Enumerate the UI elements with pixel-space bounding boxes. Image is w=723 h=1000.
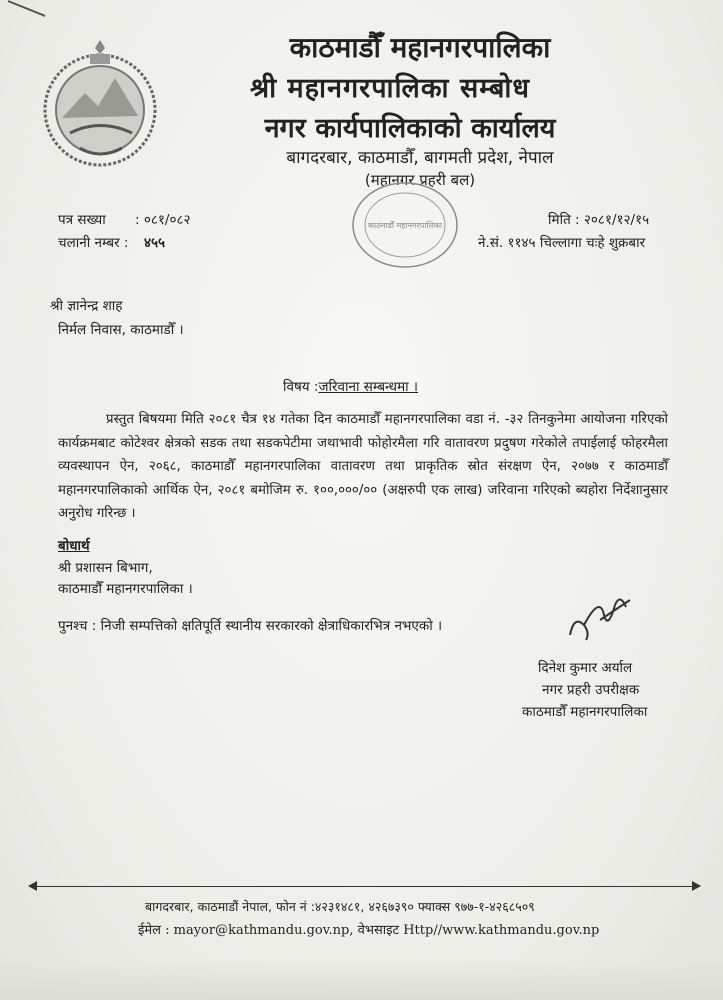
chalani-value: ४५५ <box>144 235 166 251</box>
nepal-sambat-date: ने.सं. ११४५ चिल्लागा चःहे शुक्रबार <box>478 235 646 251</box>
date: मिति : २०८१/१२/१५ <box>548 212 650 228</box>
page-crease <box>8 0 46 17</box>
office-title: नगर कार्यपालिकाको कार्यालय <box>264 113 556 144</box>
patra-value: : ०८१/०८२ <box>135 212 191 228</box>
office-stamp <box>350 180 460 270</box>
footer-contact: ईमेल : mayor@kathmandu.gov.np, वेभसाइट Http//www.kathmandu.gov.np <box>138 923 600 938</box>
footer-arrow-left-icon <box>28 881 37 891</box>
recipient-name: श्री ज्ञानेन्द्र शाह <box>50 298 123 314</box>
org-title: काठमाडौँ महानगरपालिका <box>289 31 551 64</box>
body-paragraph: प्रस्तुत बिषयमा मिति २०८१ चैत्र १४ गतेका दिन काठमाडौँ महानगरपालिका वडा नं. -३२ तिनकुनेमा आयोजना गरिएको कार्यक्रमबाट कोटेश्वर क्षेत्रको सडक तथा सडकपेटीमा जथाभावी फोहोरमैला गरि वातावरण प्रदुषण गरेकोले तपाईलाई फोहरमैला व्यवस्थापन ऐन, २०६८, काठमाडौँ महानगरपालिका वातावरण तथा प्राकृतिक स्रोत संरक्षण ऐन, २०७७ र काठमाडौँ महानगरपालिकाको आर्थिक ऐन, २०८१ बमोजिम रु. १००,०००/०० (अक्षरुपी एक लाख) जरिवाना गरिएको ब्यहोरा निर्देशानुसार अनुरोध गरिन्छ । <box>58 412 668 521</box>
recipient-address: निर्मल निवास, काठमाडौँ । <box>58 322 184 338</box>
subject-text: जरिवाना सम्बन्धमा । <box>318 379 419 395</box>
unit-name: (महानगर प्रहरी बल) <box>364 171 476 189</box>
footer-arrow-right-icon <box>692 881 701 891</box>
postscript: पुनश्च : निजी सम्पत्तिको क्षतिपूर्ति स्थानीय सरकारको क्षेत्राधिकारभित्र नभएको । <box>58 618 443 634</box>
cc-heading: बोधार्थ <box>58 538 90 554</box>
page-shadow <box>0 960 723 1000</box>
office-address: बागदरबार, काठमाडौँ, बागमती प्रदेश, नेपाल <box>286 148 554 168</box>
signatory-org: काठमाडौँ महानगरपालिका <box>522 704 648 720</box>
footer-divider <box>30 886 700 887</box>
signature <box>560 585 640 645</box>
signatory-name: दिनेश कुमार अर्याल <box>538 660 633 676</box>
org-title-script: श्री महानगरपालिका सम्बोध <box>249 73 530 104</box>
subject-label: विषय : <box>283 379 319 395</box>
patra-label: पत्र सख्या <box>58 212 106 228</box>
chalani-label: चलानी नम्बर : <box>58 235 129 251</box>
signatory-title: नगर प्रहरी उपरीक्षक <box>542 682 640 698</box>
subject-line <box>283 377 418 395</box>
cc-line-1: श्री प्रशासन बिभाग, <box>58 560 153 576</box>
cc-line-2: काठमाडौँ महानगरपालिका । <box>58 581 193 597</box>
stamp-text: काठमाडौँ महानगरपालिका <box>367 221 443 230</box>
footer-address: बागदरबार, काठमाडौं नेपाल, फोन नं :४२३१४८१, ४२६७३९० फ्याक्स ९७७-१-४२६८५०९ <box>145 899 535 914</box>
